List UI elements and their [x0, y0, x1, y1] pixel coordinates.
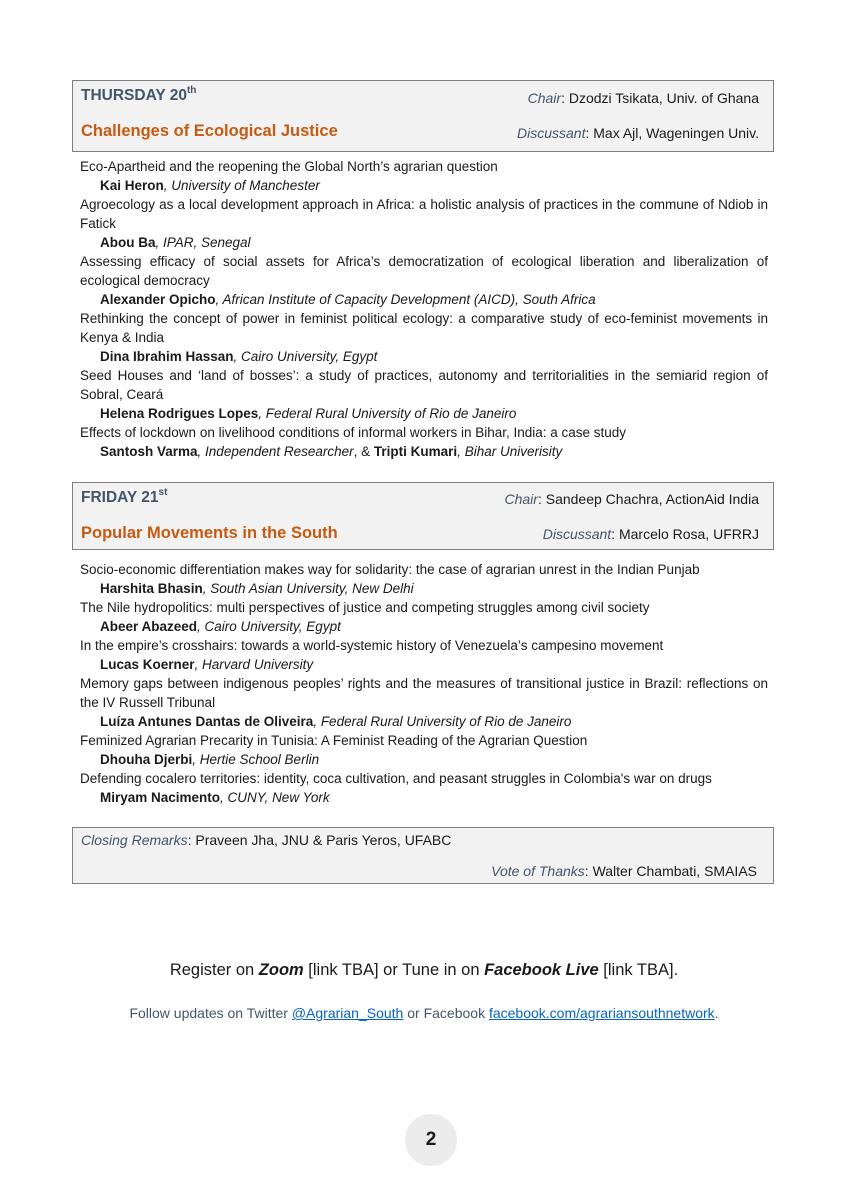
paper-author [80, 712, 768, 731]
author-affiliation: , Federal Rural University of Rio de Janeiro [313, 714, 572, 729]
paper-title: Feminized Agrarian Precarity in Tunisia: A Feminist Reading of the Agrarian Question [80, 733, 588, 748]
author-affiliation: , Cairo University, Egypt [197, 619, 341, 634]
author-name: Harshita Bhasin [100, 581, 203, 596]
chair-name: : Dzodzi Tsikata, Univ. of Ghana [561, 90, 759, 106]
paper-author [80, 617, 768, 636]
follow-line [0, 1005, 848, 1021]
facebook-live-label: Facebook Live [484, 961, 599, 979]
author-affiliation: , Independent Researcher [197, 444, 354, 459]
vote-of-thanks [491, 863, 757, 879]
author-name: Abeer Abazeed [100, 619, 198, 634]
paper-title: Rethinking the concept of power in feminist political ecology: a comparative study of eco-feminist movements in Kenya & India [80, 311, 768, 345]
author-name: Dhouha Djerbi [100, 752, 193, 767]
paper-item [80, 195, 768, 252]
chair-name: : Sandeep Chachra, ActionAid India [537, 491, 759, 507]
session-header-thursday [72, 80, 774, 152]
paper-author [80, 655, 768, 674]
author-affiliation: , Cairo University, Egypt [233, 349, 378, 364]
paper-item [80, 157, 768, 195]
chair-label: Chair [527, 90, 562, 106]
author-name: Miryam Nacimento [100, 790, 221, 805]
author-affiliation: , Bihar Univerisity [457, 444, 563, 459]
closing-remarks-names: : Praveen Jha, JNU & Paris Yeros, UFABC [187, 832, 452, 848]
paper-item [80, 674, 768, 731]
discussant-label: Discussant [517, 125, 586, 141]
paper-author [80, 579, 768, 598]
follow-text: . [714, 1005, 719, 1021]
follow-text: or Facebook [403, 1005, 489, 1021]
paper-author [80, 347, 768, 366]
session-day [81, 489, 167, 507]
author-affiliation: , South Asian University, New Delhi [202, 581, 414, 596]
day-suffix: st [158, 487, 168, 498]
author-name: Kai Heron [100, 178, 164, 193]
closing-remarks [81, 832, 451, 848]
paper-title: Eco-Apartheid and the reopening the Global North’s agrarian question [80, 159, 498, 174]
author-separator: , & [353, 444, 374, 459]
paper-title: Assessing efficacy of social assets for Africa’s democratization of ecological liberation and liberalization of ecological democracy [80, 254, 768, 288]
session-title: Popular Movements in the South [81, 524, 338, 542]
day-label: FRIDAY 21 [81, 489, 159, 506]
day-label: THURSDAY 20 [81, 87, 187, 104]
paper-author [80, 750, 768, 769]
paper-title: Agroecology as a local development approach in Africa: a holistic analysis of practices in the commune of Ndiob in Fatick [80, 197, 768, 231]
discussant-name: : Marcelo Rosa, UFRRJ [611, 526, 759, 542]
register-text: Register on [169, 961, 259, 979]
page-number: 2 [405, 1114, 457, 1166]
follow-text: Follow updates on Twitter [129, 1005, 292, 1021]
chair-label: Chair [504, 491, 538, 507]
author-affiliation: , IPAR, Senegal [155, 235, 251, 250]
paper-author [80, 788, 768, 807]
paper-item [80, 366, 768, 423]
paper-author [80, 290, 768, 309]
chair-line [504, 491, 759, 507]
author-name: Santosh Varma [100, 444, 198, 459]
discussant-line [517, 125, 759, 141]
paper-item [80, 252, 768, 309]
facebook-link[interactable]: facebook.com/agrariansouthnetwork [488, 1005, 715, 1021]
register-text: [link TBA] or Tune in on [303, 961, 485, 979]
paper-author [80, 176, 768, 195]
session-header-friday [72, 482, 774, 550]
paper-title: The Nile hydropolitics: multi perspectives of justice and competing struggles among civil society [80, 600, 650, 615]
paper-title: Memory gaps between indigenous peoples’ rights and the measures of transitional justice in Brazil: reflections on the IV Russell Tribunal [80, 676, 768, 710]
paper-item [80, 309, 768, 366]
author-name: Lucas Koerner [100, 657, 195, 672]
paper-title: Effects of lockdown on livelihood conditions of informal workers in Bihar, India: a case study [80, 425, 627, 440]
vote-of-thanks-name: : Walter Chambati, SMAIAS [584, 863, 757, 879]
paper-item [80, 731, 768, 769]
vote-of-thanks-label: Vote of Thanks [491, 863, 585, 879]
twitter-link[interactable]: @Agrarian_South [291, 1005, 404, 1021]
paper-author [80, 404, 768, 423]
paper-item [80, 598, 768, 636]
author-name: Abou Ba [100, 235, 156, 250]
author-affiliation: , University of Manchester [163, 178, 320, 193]
author-affiliation: , Federal Rural University of Rio de Janeiro [258, 406, 517, 421]
register-text: [link TBA]. [598, 961, 679, 979]
paper-item [80, 769, 768, 807]
discussant-line [543, 526, 759, 542]
author-name: Helena Rodrigues Lopes [100, 406, 259, 421]
discussant-name: : Max Ajl, Wageningen Univ. [585, 125, 759, 141]
paper-title: Seed Houses and ‘land of bosses’: a study of practices, autonomy and territorialities in the semiarid region of Sobral, Ceará [80, 368, 768, 402]
author-name: Luíza Antunes Dantas de Oliveira [100, 714, 314, 729]
discussant-label: Discussant [542, 526, 612, 542]
author-affiliation: , Hertie School Berlin [192, 752, 320, 767]
paper-list-thursday [80, 157, 768, 461]
paper-list-friday [80, 560, 768, 807]
chair-line [528, 90, 759, 106]
paper-title: Socio-economic differentiation makes way for solidarity: the case of agrarian unrest in the Indian Punjab [80, 562, 700, 577]
paper-author [80, 233, 768, 252]
paper-author [80, 442, 768, 461]
paper-item [80, 560, 768, 598]
paper-title: Defending cocalero territories: identity, coca cultivation, and peasant struggles in Colombia's war on drugs [80, 771, 712, 786]
author-name: Dina Ibrahim Hassan [100, 349, 234, 364]
paper-item [80, 636, 768, 674]
day-suffix: th [186, 85, 197, 96]
zoom-label: Zoom [258, 961, 304, 979]
author-name: Alexander Opicho [100, 292, 216, 307]
closing-remarks-label: Closing Remarks [81, 832, 188, 848]
register-line [0, 961, 848, 980]
author-affiliation: , CUNY, New York [220, 790, 330, 805]
author-affiliation: , Harvard University [194, 657, 314, 672]
author-affiliation: , African Institute of Capacity Development (AICD), South Africa [215, 292, 596, 307]
paper-item [80, 423, 768, 461]
paper-title: In the empire’s crosshairs: towards a world-systemic history of Venezuela’s campesino movement [80, 638, 664, 653]
closing-box [72, 827, 774, 884]
author-name: Tripti Kumari [373, 444, 458, 459]
session-day [81, 87, 196, 105]
session-title: Challenges of Ecological Justice [81, 122, 338, 140]
